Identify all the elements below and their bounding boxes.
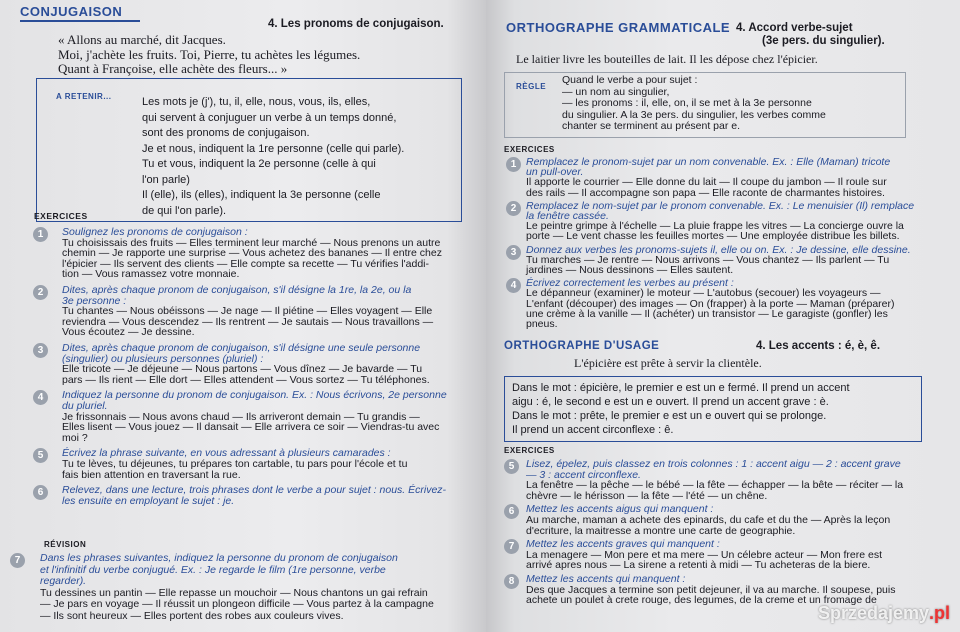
text-line: Tu te lèves, tu déjeunes, tu prépares ton cartable, tu pars pour l'école et tu	[62, 458, 408, 470]
text-line: moi ?	[62, 431, 88, 444]
text-line: porte — Le vent chasse les feuilles mortes — Une employée distribue les billets.	[526, 230, 900, 243]
section2-heading: ORTHOGRAPHE D'USAGE	[504, 340, 660, 352]
exercices2-label: EXERCICES	[504, 446, 555, 455]
text-line: Mettez les accents aigus qui manquent :	[526, 503, 714, 516]
text-line: chanter se terminent au présent par e.	[562, 120, 741, 132]
text-line: La fenêtre — la pêche — le bébé — la fête — échapper — la bête — réciter — la	[526, 479, 904, 492]
regle-label: RÈGLE	[516, 82, 547, 91]
lesson2-title: 4. Les accents : é, è, ê.	[756, 340, 881, 352]
exercise-number: 4	[33, 390, 48, 405]
text-line: Au marche, maman a achete des epinards, du cafe et du the — Après la leçon	[526, 514, 891, 526]
text-line: fais bien attention en traversant la rue.	[62, 468, 241, 481]
lesson-title: 4. Les pronoms de conjugaison.	[268, 18, 444, 30]
section-heading: CONJUGAISON	[20, 4, 123, 19]
text-line: aigu : é, le second e est un e ouvert. Il prend un accent grave : è.	[512, 396, 829, 408]
text-line: Remplacez le pronom-sujet par un nom convenable. Ex. : Elle (Maman) tricote	[526, 156, 891, 168]
text-line: Soulignez les pronoms de conjugaison :	[62, 226, 248, 238]
exercices-label: EXERCICES	[504, 145, 555, 154]
text-line: chemin — Je rapporte une surprise — Vous achetez des bananes — Il entre chez	[62, 247, 442, 260]
text-line: sont des pronoms de conjugaison.	[142, 127, 310, 139]
text-line: Dans le mot : prête, le premier e est un e ouvert qui se prolonge.	[512, 410, 827, 422]
text-line: arrivé apres nous — La sirene a retenti à midi — Tu acheteras de la biere.	[526, 559, 871, 572]
text-line: Dans le mot : épicière, le premier e est un e fermé. Il prend un accent	[512, 382, 850, 394]
text-line: du singulier. A la 3e pers. du singulier, les verbes comme	[562, 108, 826, 121]
exercise-number: 7	[10, 553, 25, 568]
text-line: Il apporte le courrier — Elle donne du lait — Il coupe du jambon — Il roule sur	[526, 176, 887, 189]
text-line: Quant à Françoise, elle achète des fleurs... »	[58, 61, 288, 76]
right-page	[486, 0, 960, 632]
text-line: Tu chantes — Nous obéissons — Je nage — Il piétine — Elles voyagent — Elle	[62, 305, 433, 318]
text-line: qui servent à conjuguer un verbe à un temps donné,	[142, 111, 397, 124]
text-line: une crème à la vanille — Il (achéter) un transistor — Le garagiste (gonfler) les	[526, 307, 888, 320]
text-line: Dans les phrases suivantes, indiquez la personne du pronom de conjugaison	[40, 552, 398, 564]
text-line: Écrivez la phrase suivante, en vous adressant à plusieurs camarades :	[62, 447, 391, 460]
text-line: Tu dessines un pantin — Elle repasse un mouchoir — Nous chantons un gai refrain	[40, 586, 428, 599]
text-line: Le dépanneur (examiner) le moteur — L'autobus (secouer) les voyageurs —	[526, 287, 881, 300]
text-line: Mettez les accents qui manquent :	[526, 573, 686, 585]
text-line: Indiquez la personne du pronom de conjugaison. Ex. : Nous écrivons, 2e personne	[62, 389, 447, 402]
lesson-title-1: 4. Accord verbe-sujet	[736, 22, 853, 34]
text-line: Je et nous, indiquent la 1re personne (celle qui parle).	[142, 142, 405, 155]
lesson-title-2: (3e pers. du singulier).	[762, 35, 885, 47]
text-line: La menagere — Mon pere et ma mere — Un célebre acteur — Mon frere est	[526, 548, 882, 561]
text-line: Il (elle), ils (elles), indiquent la 3e personne (celle	[142, 189, 381, 201]
text-line: Dites, après chaque pronom de conjugaison, s'il désigne une seule personne	[62, 342, 421, 354]
intro2-sentence: L'épicière est prête à servir la clientèle.	[574, 356, 762, 370]
text-line: jardines — Nous dessinons — Elles sautent.	[526, 264, 734, 276]
exercise-number: 5	[33, 448, 48, 463]
text-line: Des que Jacques a termine son petit dejeuner, il va au marche. Il soupese, puis	[526, 583, 896, 596]
text-line: Quand le verbe a pour sujet :	[562, 74, 698, 86]
text-line: un pull-over.	[526, 166, 584, 179]
exercices-label: EXERCICES	[34, 211, 88, 221]
exercise-number: 5	[504, 459, 519, 474]
exercise-number: 1	[506, 157, 521, 172]
text-line: chèvre — le hérisson — la fête — l'été — un chêne.	[526, 489, 768, 502]
text-line: — Ils sont heureux — Elles portent des robes aux couleurs vives.	[40, 609, 344, 622]
text-line: et l'infinitif du verbe conjugué. Ex. : Je regarde le film (1re personne, verbe	[40, 563, 386, 576]
exercise-number: 8	[504, 574, 519, 589]
text-line: Tu choisissais des fruits — Elles terminent leur marché — Nous prenons un autre	[62, 236, 441, 249]
text-line: Dites, après chaque pronom de conjugaison, s'il désigne la 1re, la 2e, ou la	[62, 284, 412, 296]
text-line: « Allons au marché, dit Jacques.	[58, 32, 226, 47]
section-heading: ORTHOGRAPHE GRAMMATICALE	[506, 20, 731, 35]
text-line: les ensuite en employant le sujet : je.	[62, 494, 235, 507]
exercise-number: 6	[504, 504, 519, 519]
text-line: reviendra — Vous descendez — Ils rentrent — Je sautais — Nous travaillons —	[62, 315, 434, 328]
text-line: de qui l'on parle).	[142, 204, 227, 217]
text-line: (singulier) ou plusieurs personnes (pluriel) :	[62, 352, 264, 365]
text-line: tion — Vous ramassez votre monnaie.	[62, 268, 240, 281]
exercise-number: 7	[504, 539, 519, 554]
text-line: achete un poulet à crete rouge, des legumes, de la creme et un fromage de	[526, 594, 877, 607]
text-line: Mettez les accents graves qui manquent :	[526, 538, 720, 551]
text-line: Lisez, épelez, puis classez en trois colonnes : 1 : accent aigu — 2 : accent grave	[526, 458, 901, 470]
watermark: Sprzedajemy.pl	[817, 603, 950, 623]
text-line: L'enfant (découper) des images — On (frapper) à la porte — Maman (préparer)	[526, 297, 895, 310]
text-line: — 3 : accent circonflexe.	[526, 468, 641, 481]
text-line: des rails — Il accompagne son papa — Elle raconte de charmantes histoires.	[526, 186, 885, 199]
exercise-number: 2	[506, 201, 521, 216]
text-line: Écrivez correctement les verbes au présent :	[526, 277, 734, 290]
text-line: la fenêtre cassée.	[526, 210, 609, 222]
text-line: Le peintre grimpe à l'échelle — La pluie frappe les vitres — La concierge ouvre la	[526, 220, 904, 233]
text-line: pneus.	[526, 318, 558, 330]
text-line: Je frissonnais — Nous avons chaud — Ils arriveront demain — Tu grandis —	[62, 410, 420, 423]
text-line: Vous écoutez — Je dessine.	[62, 326, 195, 339]
text-line: — les pronoms : il, elle, on, il se met à la 3e personne	[562, 97, 812, 109]
text-line: Relevez, dans une lecture, trois phrases dont le verbe a pour sujet : nous. Écrivez-	[62, 484, 447, 497]
revision-label: RÉVISION	[44, 540, 87, 549]
exercise-number: 1	[33, 227, 48, 242]
heading-underline	[20, 20, 140, 22]
exercise-number: 3	[33, 343, 48, 358]
exercise-number: 3	[506, 245, 521, 260]
text-line: Tu marches — Je rentre — Nous arrivons — Vous chantez — Ils parlent — Tu	[526, 253, 890, 266]
exercise-number: 6	[33, 485, 48, 500]
exercise-number: 4	[506, 278, 521, 293]
retenir-label: A RETENIR...	[56, 92, 112, 101]
intro-sentence: Le laitier livre les bouteilles de lait. Il les dépose chez l'épicier.	[516, 52, 818, 66]
text-line: Moi, j'achète les fruits. Toi, Pierre, tu achètes les légumes.	[58, 46, 361, 62]
text-line: 3e personne :	[62, 294, 127, 307]
text-line: Elles lisent — Vous jouez — Il dansait — Elle arrivera ce soir — Viendras-tu avec	[62, 421, 440, 434]
text-line: d'ecriture, la maitresse a montre une carte de geographie.	[526, 524, 796, 537]
text-line: l'épicier — Ils servent des clients — Elle compte sa recette — Tu vérifies l'addi-	[62, 257, 429, 270]
text-line: — Je pars en voyage — Il réussit un plongeon difficile — Vous partez à la campagne	[40, 598, 434, 610]
text-line: Donnez aux verbes les pronoms-sujets il, elle ou on. Ex. : Je dessine, elle dessine.	[526, 243, 911, 256]
text-line: Il prend un accent circonflexe : ê.	[512, 424, 674, 436]
text-line: — un nom au singulier,	[562, 85, 670, 98]
exercise-number: 2	[33, 285, 48, 300]
text-line: l'on parle)	[142, 173, 190, 186]
text-line: Elle tricote — Je déjeune — Nous partons — Vous dînez — Je bavarde — Tu	[62, 363, 423, 376]
text-line: Remplacez le nom-sujet par le pronom convenable. Ex. : Le menuisier (Il) remplace	[526, 199, 915, 212]
text-line: Les mots je (j'), tu, il, elle, nous, vous, ils, elles,	[142, 96, 371, 108]
text-line: Tu et vous, indiquent la 2e personne (celle à qui	[142, 158, 376, 170]
text-line: regarder).	[40, 575, 87, 587]
text-line: pars — Ils rient — Elle dort — Elles attendent — Vous sortez — Tu téléphones.	[62, 373, 430, 386]
text-line: du pluriel.	[62, 400, 108, 412]
